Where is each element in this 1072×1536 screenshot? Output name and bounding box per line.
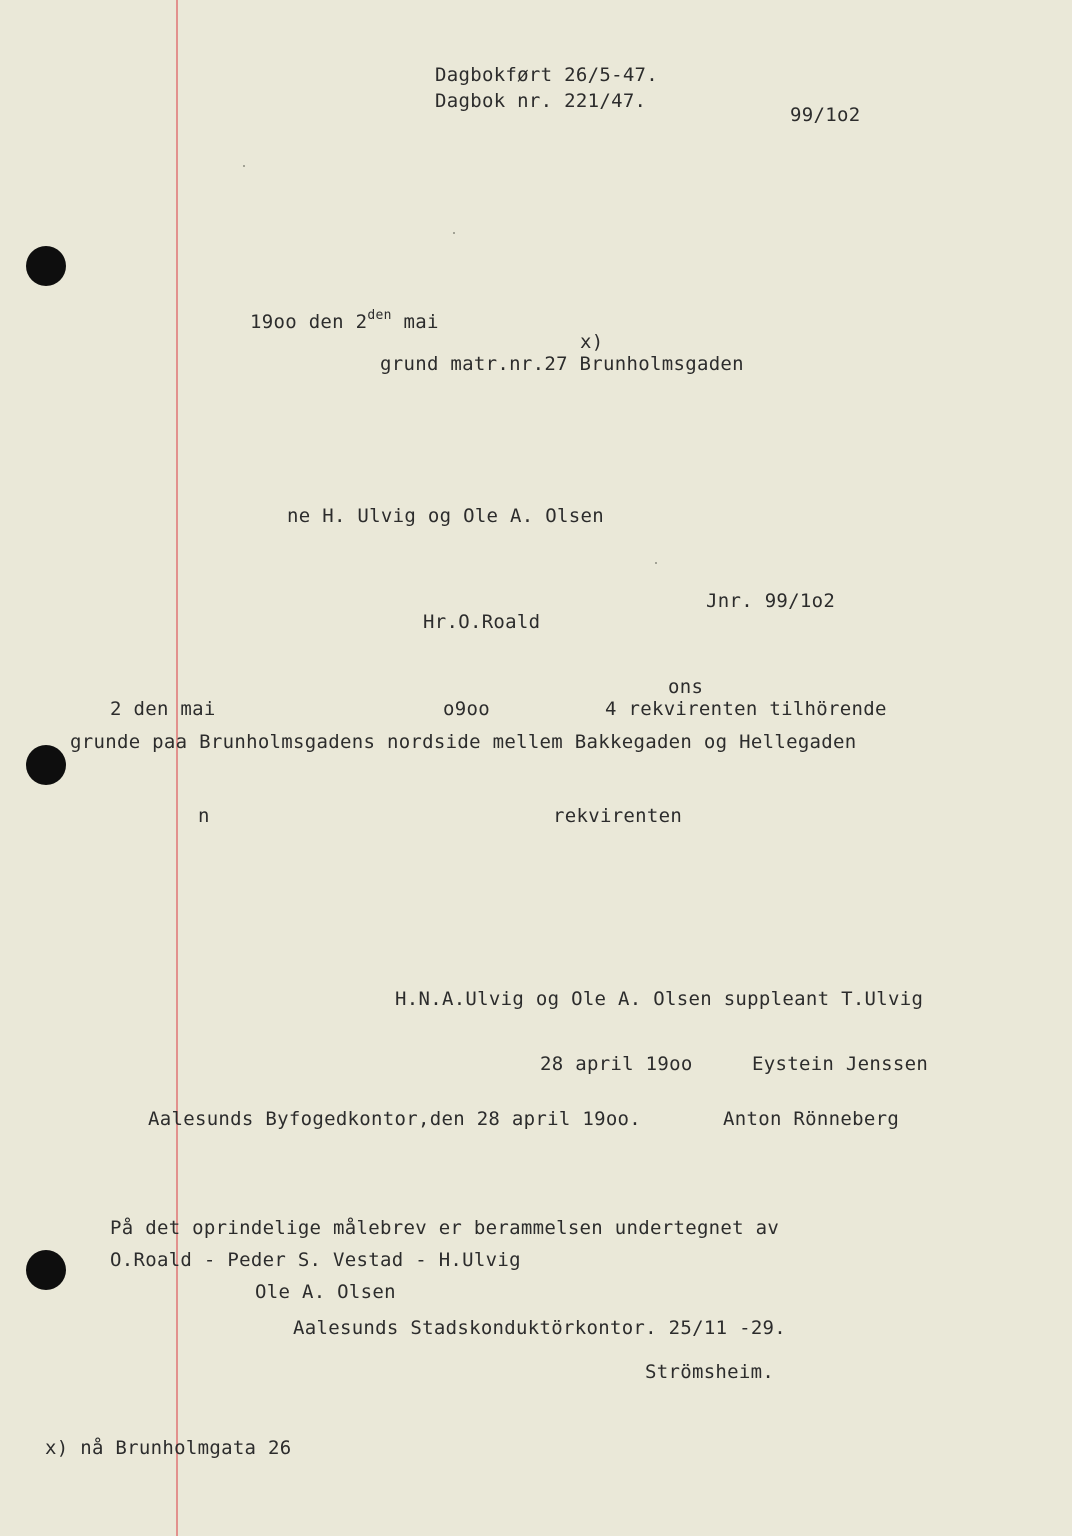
property-title: grund matr.nr.27 Brunholmsgaden <box>380 353 744 375</box>
record-date-suffix: mai <box>391 311 439 333</box>
original-signer-olsen: Ole A. Olsen <box>255 1281 396 1303</box>
signer-eystein: Eystein Jenssen <box>752 1053 929 1075</box>
original-note: På det oprindelige målebrev er berammelsen undertegnet av <box>110 1217 780 1239</box>
signer-stromsheim: Strömsheim. <box>645 1361 775 1383</box>
signed-date: 28 april 19oo <box>540 1053 693 1075</box>
body-requester: 4 rekvirenten tilhörende <box>605 698 887 720</box>
body-fragment: n <box>198 805 210 827</box>
signer-anton: Anton Rönneberg <box>723 1108 900 1130</box>
dagbokfort-stamp: Dagbokført 26/5-47. <box>435 64 659 86</box>
owners-line: ne H. Ulvig og Ole A. Olsen <box>287 505 604 527</box>
original-signers: O.Roald - Peder S. Vestad - H.Ulvig <box>110 1249 521 1271</box>
paper-speck <box>453 232 455 234</box>
body-requester-2: rekvirenten <box>553 805 683 827</box>
journal-number: Jnr. 99/1o2 <box>706 590 836 612</box>
footnote: x) nå Brunholmgata 26 <box>45 1437 292 1459</box>
punch-hole-top <box>26 246 66 286</box>
record-date-prefix: 19oo den 2 <box>250 311 368 333</box>
weekday-note: ons <box>668 676 704 698</box>
konduktor-office-line: Aalesunds Stadskonduktörkontor. 25/11 -29. <box>293 1317 787 1339</box>
footnote-marker: x) <box>580 331 604 353</box>
body-time: o9oo <box>443 698 490 720</box>
record-date <box>250 308 439 333</box>
punch-hole-bottom <box>26 1250 66 1290</box>
byfoged-office-line: Aalesunds Byfogedkontor,den 28 april 19oo. <box>148 1108 642 1130</box>
page-reference: 99/1o2 <box>790 104 861 126</box>
punch-hole-middle <box>26 745 66 785</box>
witnesses-line: H.N.A.Ulvig og Ole A. Olsen suppleant T.Ulvig <box>395 988 924 1010</box>
paper-speck <box>243 165 245 167</box>
margin-line <box>176 0 178 1536</box>
dagbok-number: Dagbok nr. 221/47. <box>435 90 647 112</box>
paper-speck <box>655 562 657 564</box>
body-location: grunde paa Brunholmsgadens nordside mellem Bakkegaden og Hellegaden <box>70 731 857 753</box>
addressee: Hr.O.Roald <box>423 611 541 633</box>
body-date: 2 den mai <box>110 698 216 720</box>
record-date-superscript: den <box>367 308 392 323</box>
